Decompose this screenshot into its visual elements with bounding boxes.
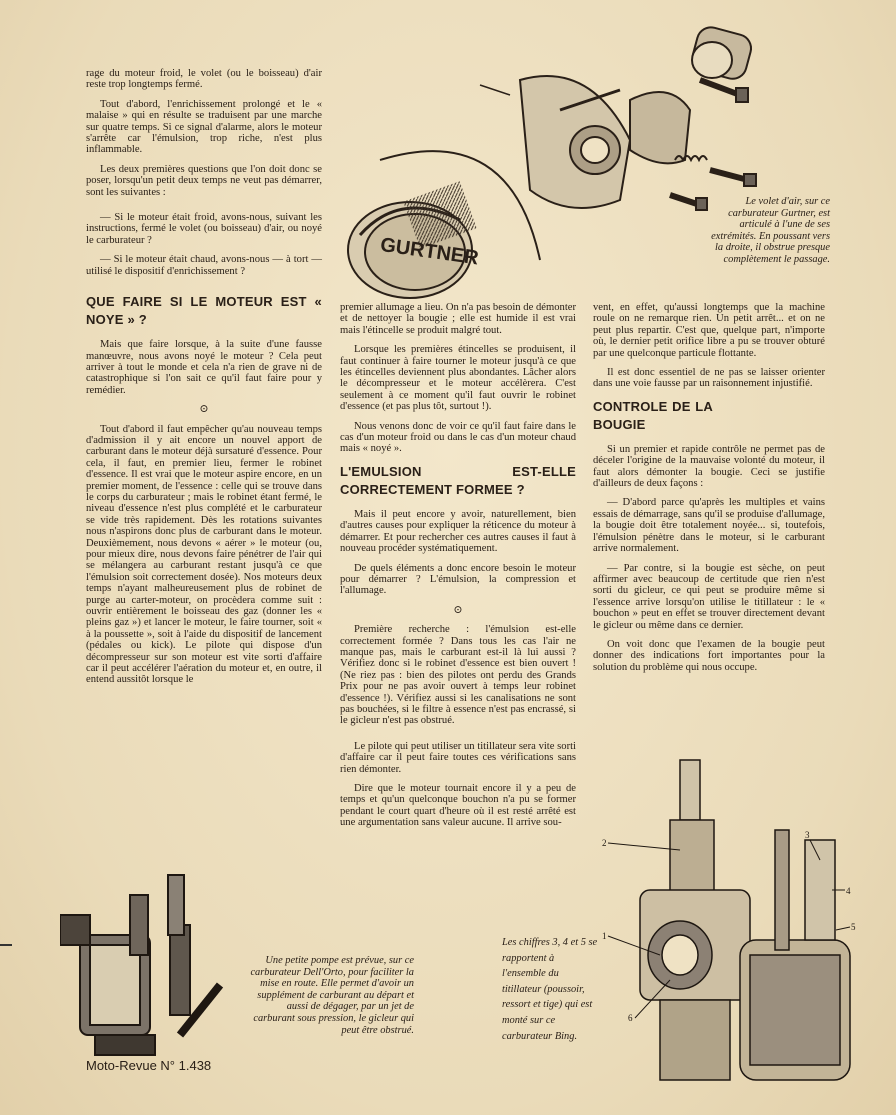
col3-paragraph-4: — D'abord parce qu'après les multiples et vains essais de démarrage, sans qu'il se produise d'allumage, la bougie doit être totalement noyée... si, toutefois, l'émulsion pénètre dans le moteur, si le carburant arrive normalement. [593,497,825,555]
bing-carburetor-illustration [600,740,870,1100]
col3-paragraph-3: Si un premier et rapide contrôle ne permet pas de déceler l'origine de la mauvaise volonté du moteur, il faut alors démonter la bougie. Ceci se justifie d'ailleurs de deux façons : [593,443,825,490]
caption-gurtner: Le volet d'air, sur ce carburateur Gurtner, est articulé à l'une de ses extrémités. En poussant vers la droite, il obstrue presque complètement le passage. [711,196,830,265]
col2-paragraph-8: Dire que le moteur tournait encore il y a peu de temps et qu'un quelconque bouchon n'a pu se former pendant le court quart d'heure où il est resté arrêté est une argumentation sans valeur aucune. Il arrive sou- [340,783,576,829]
col1-paragraph-6: Mais que faire lorsque, à la suite d'une fausse manœuvre, nous avons noyé le moteur ? Cela peut arriver à tout le monde et cela n'a rien de grave ni de catastrophique si l'on sait ce qu'il faut faire pour y remédier. [86,339,322,396]
bing-label-4: 4 [846,886,851,896]
footer-issue: Moto-Revue N° 1.438 [86,1058,212,1073]
col2-paragraph-2: Lorsque les premières étincelles se produisent, il faut continuer à faire tourner le moteur jusqu'à ce que les étincelles deviennent plus abondantes. Lâcher alors le décompresseur et le moteur accélèrera. C'est seulement à ce moment qu'il faut ouvrir le robinet d'essence (et pas plus tôt, surtout !). [340,344,576,413]
col2-paragraph-3: Nous venons donc de voir ce qu'il faut faire dans le cas d'un moteur froid ou dans le cas d'un moteur chaud mais « noyé ». [340,420,576,455]
bing-label-6: 6 [628,1013,633,1023]
col1-paragraph-4: — Si le moteur était froid, avons-nous, suivant les instructions, fermé le volet (ou boisseau) d'air, ou noyé le carburateur ? [86,212,322,246]
caption-bing: Les chiffres 3, 4 et 5 se rapportent à l'ensemble du titillateur (poussoir, ressort et tige) qui est monté sur ce carburateur Bing. [502,937,598,1042]
column-1 [86,68,322,694]
dellorto-carburetor-illustration [60,855,230,1060]
col2-paragraph-1: premier allumage a lieu. On n'a pas besoin de démonter et de nettoyer la bougie ; elle est humide il est vrai mais l'étincelle se produit malgré tout. [340,302,576,336]
column-3 [593,302,825,681]
col2-paragraph-7: Le pilote qui peut utiliser un titillateur sera vite sorti d'affaire car il peut faire toutes ces vérifications sans rien démonter. [340,740,576,775]
col1-paragraph-5: — Si le moteur était chaud, avons-nous — à tort — utilisé le dispositif d'enrichissement ? [86,254,322,277]
col1-paragraph-1: rage du moteur froid, le volet (ou le boisseau) d'air reste trop longtemps fermé. [86,68,322,91]
bing-label-2: 2 [602,838,607,848]
bing-label-5: 5 [851,922,856,932]
col2-paragraph-5: De quels éléments a donc encore besoin le moteur pour démarrer ? L'émulsion, la compression et l'allumage. [340,562,576,597]
edge-mark [0,944,12,946]
caption-dellorto: Une petite pompe est prévue, sur ce carburateur Dell'Orto, pour faciliter la mise en route. Elle permet d'avoir un supplément de carburant au départ et aussi de dégager, par un jet de carburant sous pression, le gicleur qui peut être obstrué. [250,955,414,1036]
col2-paragraph-4: Mais il peut encore y avoir, naturellement, bien d'autres causes pour expliquer la réticence du moteur à démarrer. Et pour rechercher ces autres causes il faut à nouveau procéder systématiquement. [340,508,576,555]
gurtner-carburetor-illustration [340,20,790,310]
col1-paragraph-7: Tout d'abord il faut empêcher qu'au nouveau temps d'admission il y ait encore un nouvel apport de carburant dans le moteur déjà sursaturé d'essence. Pour cela, il faut, en premier lieu, fermer le robinet d'essence. Il est vrai que le moteur aspire encore, en un premier moment, de l'essence : celle qui se trouve dans le corps du carburateur ; mais le robinet étant fermé, le niveau d'essence n'est plus complété et le carburateur se vide très rapidement. Dès les rotations suivantes nous n'aspirons donc plus de carburant dans le moteur. Deuxièmement, nous devons « aérer » le moteur (ou, pour mieux dire, nous devons faire pénétrer de l'air qui se mélangera au carburant restant jusqu'à ce que l'émulsion soit correctement dosée). Nos moteurs deux temps n'ayant malheureusement plus de robinet de purge au carter-moteur, on procèdera comme suit : ouvrir entièrement le boisseau des gaz (donner les « pleins gaz ») et lancer le moteur, le faire tourner, soit « à la poussette », soit à l'aide du dispositif de lancement (pédales ou kick). Le pilote qui dispose d'un décompresseur sur son moteur est vite sorti d'affaire car il peut accélérer l'aération du moteur et, en outre, il entend aussitôt lorsque le [86,423,322,686]
heading-noye: QUE FAIRE SI LE MOTEUR EST « NOYE » ? [86,294,322,328]
col1-paragraph-3: Les deux premières questions que l'on doit donc se poser, lorsqu'un petit deux temps ne veut pas démarrer, sont les suivantes : [86,163,322,198]
gurtner-logo: GURTNER [378,233,480,270]
col3-paragraph-6: On voit donc que l'examen de la bougie peut donner des indications fort importantes pour la solution du problème qui nous occupe. [593,638,825,673]
column-2 [340,302,576,837]
col2-paragraph-6: Première recherche : l'émulsion est-elle correctement formée ? Dans tous les cas l'air ne manque pas, mais le carburant est-il là lui aussi ? Vérifiez donc si le robinet d'essence est bien ouvert ! (Ne riez pas : bien des pilotes ont perdu des Grands Prix pour ne pas avoir ouvert à temps leur robinet d'essence !). Vérifiez aussi si les canalisations ne sont pas bouchées, si le filtre à essence n'est pas encrassé, si le gicleur n'est pas obstrué. [340,624,576,727]
heading-emulsion: L'EMULSION EST-ELLE CORRECTEMENT FORMEE ? [340,463,576,497]
col3-paragraph-1: vent, en effet, qu'aussi longtemps que la machine roule on ne remarque rien. Un petit arrêt... et on ne peut plus repartir. C'est que, quelque part, n'importe où, le dernier petit orifice libre a pu se trouver obturé par une quelconque particule flottante. [593,302,825,359]
ornament: ⊙ [453,603,463,616]
bing-label-1: 1 [602,931,607,941]
heading-bougie: CONTROLE DE LA BOUGIE [593,398,713,432]
col3-paragraph-2: Il est donc essentiel de ne pas se laisser orienter dans une voie fausse par un raisonnement injustifié. [593,367,825,390]
ornament: ⊙ [199,403,209,416]
col1-paragraph-2: Tout d'abord, l'enrichissement prolongé et le « malaise » qui en résulte se traduisent par une marche sur quatre temps. Si ce signal d'alarme, alors le moteur s'arrête car l'émulsion, trop riche, n'est plus inflammable. [86,98,322,156]
col3-paragraph-5: — Par contre, si la bougie est sèche, on peut affirmer avec beaucoup de certitude que rien n'est sorti du gicleur, ce qui peut se produire même si l'essence arrive lorsqu'on utilise le titillateur : le « bouchon » peut en effet se trouver directement devant le gicleur ou même dans ce dernier. [593,562,825,631]
bing-label-3: 3 [805,830,810,840]
